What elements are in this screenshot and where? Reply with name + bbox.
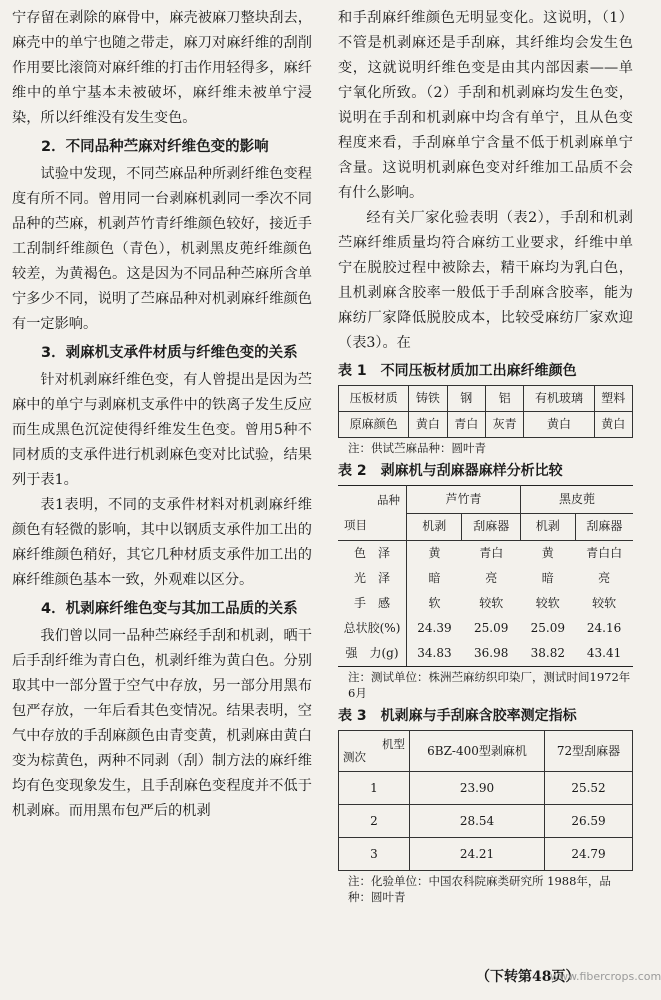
table-row [338, 641, 633, 667]
table-cell: 24.16 [586, 621, 622, 635]
table-cell: 2 [339, 805, 410, 838]
column-header: 72型刮麻器 [545, 731, 633, 772]
method-header: 机剥 [407, 513, 462, 541]
corner-label-top: 品种 [377, 493, 400, 507]
section-heading-3: 3．剥麻机支承件材质与纤维色变的关系 [41, 345, 298, 361]
table-row [339, 838, 633, 871]
paragraph: 和手刮麻纤维颜色无明显变化。这说明，（1）不管是机剥麻还是手刮麻，其纤维均会发生色变，这就说明纤维色变是由其内部因素——单宁氧化所致。（2）手刮和机剥麻均发生色变，说明在手刮和机剥麻中均含有单宁，且从色变程度来看，手刮麻单宁含量不低于机剥麻单宁含量。这说明机剥麻色变对纤维加工品质不会有什么影响。 [338, 10, 633, 201]
table3-note: 注：化验单位：中国农科院麻类研究所 1988年，品种：圆叶青 [348, 874, 611, 904]
variety-header: 黑皮蔸 [520, 486, 633, 514]
table-row [339, 412, 633, 438]
table-cell: 25.52 [545, 772, 633, 805]
table-cell: 压板材质 [339, 386, 409, 412]
table-cell: 黄 [541, 546, 554, 560]
table-cell: 25.09 [530, 621, 565, 635]
column-header: 6BZ-400型剥麻机 [410, 731, 545, 772]
table-cell: 青白 [479, 546, 504, 560]
table-cell: 有机玻璃 [524, 386, 594, 412]
paragraph: 试验中发现，不同苎麻品种所剥纤维色变程度有所不同。曾用同一台剥麻机剥同一季次不同品种的苎麻，机剥芦竹青纤维颜色较好，接近手工刮制纤维颜色（青色），机剥黑皮蔸纤维颜色较差，为黄褐色。这是因为不同品种苎麻所含单宁多少不同，说明了苎麻品种对机剥麻纤维颜色有一定影响。 [12, 166, 312, 332]
table2-caption: 表 2 剥麻机与刮麻器麻样分析比较 [338, 463, 563, 479]
table-cell: 色 泽 [338, 541, 407, 567]
table-cell: 较软 [592, 596, 617, 610]
table3 [338, 730, 633, 871]
table-cell: 36.98 [462, 641, 521, 667]
paragraph: 经有关厂家化验表明（表2），手刮和机剥苎麻纤维质量均符合麻纺工业要求，纤维中单宁在脱胶过程中被除去，精干麻均为乳白色，且机剥麻含胶率一般低于手刮麻含胶率，能为麻纺厂家降低脱胶成本，比较受麻纺厂家欢迎（表3）。在 [338, 210, 633, 351]
table-row [339, 386, 633, 412]
table-cell: 3 [339, 838, 410, 871]
variety-header: 芦竹青 [407, 486, 521, 514]
table1-note: 注：供试苎麻品种：圆叶青 [348, 441, 486, 455]
table-corner [339, 731, 410, 772]
table-row [338, 566, 633, 591]
table-row [338, 541, 633, 567]
table-row [338, 591, 633, 616]
paragraph: 我们曾以同一品种苎麻经手刮和机剥，晒干后手刮纤维为青白色，机剥纤维为黄白色。分别取其中一部分置于空气中存放，另一部分用黑布包严存放，一年后看其色变情况。结果表明，空气中存放的手刮麻颜色由青变黄，机剥麻由黄白变为棕黄色，两种不同剥（刮）制方法的麻纤维均有色变现象发生，且手刮麻色变程度并不低于机剥麻。而用黑布包严后的机剥 [12, 628, 312, 819]
table-cell: 黄白 [594, 412, 632, 438]
table-row [339, 805, 633, 838]
table-cell: 灰青 [485, 412, 523, 438]
table-cell: 手 感 [338, 591, 407, 616]
watermark: www.fibercrops.com [550, 970, 661, 983]
table-cell: 25.09 [474, 621, 509, 635]
table1 [338, 385, 633, 438]
method-header: 刮麻器 [462, 513, 521, 541]
table-corner [338, 486, 407, 541]
corner-label-bottom: 测次 [343, 750, 366, 764]
table-cell: 强 力(g) [338, 641, 407, 667]
table-cell: 铝 [485, 386, 523, 412]
corner-label-bottom: 项目 [344, 518, 367, 532]
table-cell: 青白白 [586, 546, 623, 560]
corner-label-top: 机型 [382, 737, 405, 751]
table-header-row [339, 731, 633, 772]
table-row [339, 772, 633, 805]
table-cell: 光 泽 [338, 566, 407, 591]
method-header: 机剥 [520, 513, 575, 541]
table-cell: 塑料 [594, 386, 632, 412]
table-cell: 铸铁 [409, 386, 447, 412]
right-column [338, 6, 633, 909]
left-column [12, 6, 312, 824]
table-cell: 24.39 [417, 621, 452, 635]
table-cell: 暗 [428, 571, 441, 585]
table-cell: 亮 [485, 571, 498, 585]
table-cell: 暗 [541, 571, 554, 585]
table-header-row [338, 486, 633, 514]
table-cell: 较软 [479, 596, 504, 610]
paragraph: 表1表明，不同的支承件材料对机剥麻纤维颜色有轻微的影响，其中以钢质支承件加工出的麻纤维颜色稍好，其它几种材质支承件加工出的麻纤维颜色基本一致，外观难以区分。 [12, 497, 312, 588]
table-row [338, 616, 633, 641]
paragraph: 宁存留在剥除的麻骨中，麻壳被麻刀整块刮去，麻壳中的单宁也随之带走，麻刀对麻纤维的刮削作用要比滚筒对麻纤维的打击作用轻得多，麻纤维中的单宁基本未被破坏，麻纤维未被单宁浸染，所以纤维没有发生变色。 [12, 10, 312, 126]
paragraph: 针对机剥麻纤维色变，有人曾提出是因为苎麻中的单宁与剥麻机支承件中的铁离子发生反应而生成黑色沉淀使得纤维发生色变。曾用5种不同材质的支承件进行机剥麻色变对比试验，结果列于表1。 [12, 372, 312, 488]
table-cell: 软 [428, 596, 441, 610]
table2-note: 注：测试单位：株洲苎麻纺织印染厂，测试时间1972年6月 [348, 670, 631, 700]
table-cell: 原麻颜色 [339, 412, 409, 438]
section-heading-2: 2．不同品种苎麻对纤维色变的影响 [41, 139, 269, 155]
table-cell: 青白 [447, 412, 485, 438]
table-cell: 23.90 [410, 772, 545, 805]
section-heading-4: 4．机剥麻纤维色变与其加工品质的关系 [41, 601, 298, 617]
table-cell: 26.59 [545, 805, 633, 838]
table-cell: 38.82 [520, 641, 575, 667]
table-cell: 亮 [598, 571, 611, 585]
table-cell: 钢 [447, 386, 485, 412]
table-cell: 总状胶(%) [338, 616, 407, 641]
table-cell: 黄白 [409, 412, 447, 438]
table1-caption: 表 1 不同压板材质加工出麻纤维颜色 [338, 363, 577, 379]
table-cell: 34.83 [407, 641, 462, 667]
table-cell: 较软 [535, 596, 560, 610]
table-cell: 1 [339, 772, 410, 805]
table3-caption: 表 3 机剥麻与手刮麻含胶率测定指标 [338, 708, 577, 724]
table-cell: 28.54 [410, 805, 545, 838]
table-cell: 黄白 [524, 412, 594, 438]
table-cell: 24.79 [545, 838, 633, 871]
method-header: 刮麻器 [575, 513, 633, 541]
table-cell: 黄 [428, 546, 441, 560]
table-cell: 24.21 [410, 838, 545, 871]
table2 [338, 485, 633, 667]
table-cell: 43.41 [575, 641, 633, 667]
continued-footer: （下转第48页） [476, 969, 580, 985]
